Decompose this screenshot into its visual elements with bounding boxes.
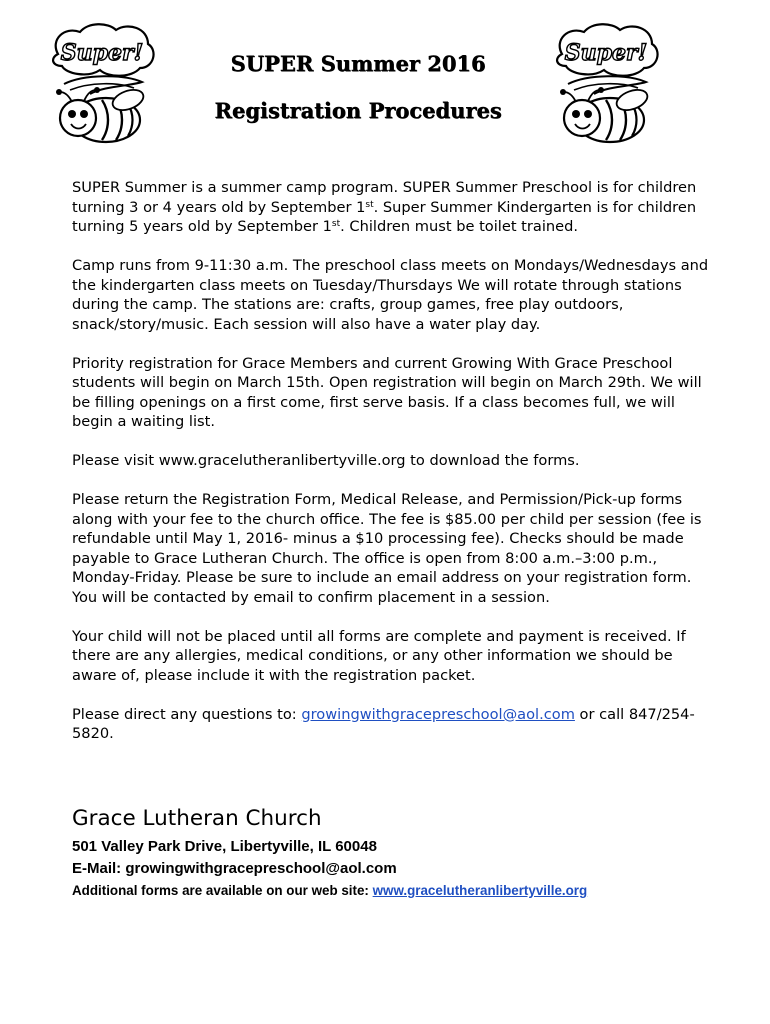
text-segment: Additional forms are available on our web site: bbox=[72, 883, 373, 898]
paragraph-placement: Your child will not be placed until all forms are complete and payment is received. If there are any allergies, medical conditions, or any other information we should be aware of, please include it with the registration packet. bbox=[72, 627, 686, 684]
paragraph-contact bbox=[72, 705, 712, 744]
super-bee-logo-drawing bbox=[44, 20, 162, 150]
additional-forms-note bbox=[72, 881, 712, 901]
super-bee-logo-drawing bbox=[548, 20, 666, 150]
paragraph-registration-dates: Priority registration for Grace Members and current Growing With Grace Preschool students will begin on March 15th. Open registration will begin on March 29th. We will be filling openings on a first come, first serve basis. If a class becomes full, we will begin a waiting list. bbox=[72, 354, 702, 430]
text-segment: Please direct any questions to: bbox=[72, 705, 302, 723]
paragraph-download-forms: Please visit www.gracelutheranlibertyville.org to download the forms. bbox=[72, 452, 580, 469]
church-address: 501 Valley Park Drive, Libertyville, IL 60048 bbox=[72, 838, 377, 855]
footer bbox=[72, 806, 712, 901]
text-segment: or call 847/254-5820. bbox=[72, 705, 695, 742]
website-link[interactable]: www.gracelutheranlibertyville.org bbox=[372, 883, 588, 898]
superscript: st bbox=[331, 219, 341, 229]
superscript: st bbox=[365, 199, 374, 210]
church-email: E-Mail: growingwithgracepreschool@aol.com bbox=[72, 860, 397, 877]
text-segment: SUPER Summer is a summer camp program. SUPER Summer Preschool is for children turning 3 or 4 years old by September 1 bbox=[72, 179, 697, 216]
super-bee-logo-icon bbox=[548, 20, 666, 150]
text-segment: . Super Summer Kindergarten is for children turning 5 years old by September 1 bbox=[72, 198, 697, 235]
paragraph-fees: Please return the Registration Form, Medical Release, and Permission/Pick-up forms along with your fee to the church office. The fee is $85.00 per child per session (fee is refundable until May 1, 2016- minus a $10 processing fee). Checks should be made payable to Grace Lutheran Church. The office is open from 8:00 a.m.–3:00 p.m., Monday-Friday. Please be sure to include an email address on your registration form. You will be contacted by email to confirm placement in a session. bbox=[72, 491, 702, 606]
body-content bbox=[72, 178, 712, 763]
paragraph-schedule: Camp runs from 9-11:30 a.m. The preschool class meets on Mondays/Wednesdays and the kindergarten class meets on Tuesday/Thursdays We will rotate through stations during the camp. The stations are: crafts, group games, free play outdoors, snack/story/music. Each session will also have a water play day. bbox=[72, 257, 709, 333]
church-name: Grace Lutheran Church bbox=[72, 806, 322, 831]
email-link[interactable]: growingwithgracepreschool@aol.com bbox=[301, 705, 575, 723]
paragraph-program-intro bbox=[72, 178, 712, 237]
text-segment: . Children must be toilet trained. bbox=[340, 218, 579, 235]
page-subtitle: Registration Procedures bbox=[214, 98, 502, 123]
super-bee-logo-icon bbox=[44, 20, 162, 150]
page-title: SUPER Summer 2016 bbox=[230, 51, 486, 76]
logo-text: Super! bbox=[564, 40, 648, 66]
logo-text: Super! bbox=[60, 40, 144, 66]
